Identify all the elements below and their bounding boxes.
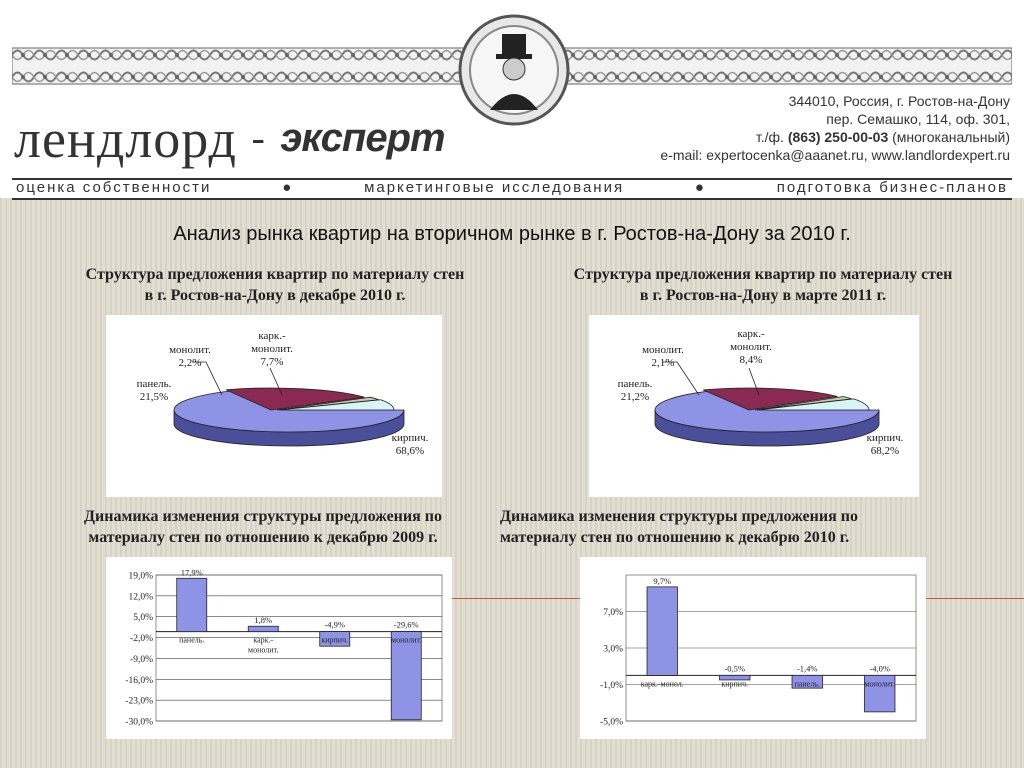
pie-label-name: кирпич. xyxy=(866,432,904,444)
pie1-panel xyxy=(106,315,442,497)
x-category-label: монолит. xyxy=(248,645,279,655)
bar-value-label: 1,8% xyxy=(254,615,273,626)
pie-label-name: карк.- xyxy=(258,330,286,342)
pie-label-name: монолит. xyxy=(730,341,772,353)
address-line2: пер. Семашко, 114, оф. 301, xyxy=(826,111,1010,127)
pie-label-name: монолит. xyxy=(251,343,293,355)
email-line: e-mail: expertocenka@aaanet.ru, www.landlordexpert.ru xyxy=(660,147,1010,163)
y-tick-label: -5,0% xyxy=(600,717,623,728)
phone-line: т./ф. (863) 250-00-03 (многоканальный) xyxy=(755,129,1010,145)
bar-value-label: -4,0% xyxy=(869,663,891,674)
y-tick-label: -1,0% xyxy=(600,681,623,691)
bar2-panel xyxy=(580,557,926,739)
pie2-title: Структура предложения квартир по материалу стен в г. Ростов-на-Дону в марте 2011 г. xyxy=(573,266,953,304)
pie-label-name: монолит. xyxy=(169,344,211,356)
x-category-label: кирпич. xyxy=(321,635,349,645)
pie-label-value: 7,7% xyxy=(260,356,284,368)
y-tick-label: 7,0% xyxy=(603,608,623,618)
y-tick-label: 5,0% xyxy=(133,613,153,624)
pie-label-value: 21,5% xyxy=(139,391,169,403)
pie-label-name: кирпич. xyxy=(391,432,429,444)
y-tick-label: 12,0% xyxy=(128,592,153,603)
pie-label-value: 8,4% xyxy=(739,354,763,366)
pie-label-name: панель. xyxy=(136,378,172,390)
y-tick-label: -16,0% xyxy=(125,675,153,686)
y-tick-label: 19,0% xyxy=(128,571,153,582)
pie-label-value: 21,2% xyxy=(620,391,650,403)
pie-chart-mar-2011 xyxy=(589,315,919,497)
x-category-label: кирпич. xyxy=(721,679,749,689)
bar-chart-vs-dec-2009 xyxy=(106,557,452,739)
x-category-label: панель. xyxy=(179,635,205,645)
bar xyxy=(391,632,421,720)
address-line1: 344010, Россия, г. Ростов-на-Дону xyxy=(788,93,1010,109)
tagline: оценка собственности ● маркетинговые исследования ● подготовка бизнес-планов xyxy=(12,178,1012,200)
y-tick-label: 3,0% xyxy=(603,644,623,655)
pie-label-name: панель. xyxy=(617,378,653,390)
bar-value-label: -1,4% xyxy=(796,663,818,674)
y-tick-label: -2,0% xyxy=(130,634,153,645)
pie-label-name: монолит. xyxy=(642,344,684,356)
x-category-label: монолит. xyxy=(391,635,422,645)
bar1-title: Динамика изменения структуры предложения по материалу стен по отношению к декабрю 2009 г. xyxy=(84,508,442,546)
y-tick-label: -23,0% xyxy=(125,696,153,707)
bar xyxy=(248,626,278,631)
pie-label-value: 2,1% xyxy=(651,357,675,369)
pie-label-value: 68,2% xyxy=(870,445,900,457)
pie-label-value: 2,2% xyxy=(178,357,202,369)
x-category-label: монолит. xyxy=(864,679,895,689)
bar-value-label: -4,9% xyxy=(324,619,346,630)
y-tick-label: -30,0% xyxy=(125,717,153,728)
brand-logo: лендлорд - эксперт xyxy=(14,109,445,169)
bar-value-label: 9,7% xyxy=(653,575,672,586)
bar xyxy=(177,578,207,631)
slide-title: Анализ рынка квартир на вторичном рынке в г. Ростов-на-Дону за 2010 г. xyxy=(173,223,851,245)
y-tick-label: -9,0% xyxy=(130,654,153,665)
letterhead xyxy=(0,0,1024,198)
bar-value-label: 17,9% xyxy=(180,567,203,578)
pie-label-value: 68,6% xyxy=(395,445,425,457)
pie-label-name: карк.- xyxy=(737,328,765,340)
pie2-panel xyxy=(589,315,919,497)
bar2-title: Динамика изменения структуры предложения по материалу стен по отношению к декабрю 2010 г. xyxy=(500,508,858,546)
bar-value-label: -29,6% xyxy=(393,619,419,630)
x-category-label: панель. xyxy=(794,679,820,689)
bar-chart-vs-dec-2010 xyxy=(580,557,926,739)
medallion-portrait xyxy=(458,14,570,126)
pie-chart-dec-2010 xyxy=(106,315,442,497)
bar1-panel xyxy=(106,557,452,739)
bar xyxy=(647,587,677,676)
x-category-label: карк.-монол. xyxy=(640,679,684,689)
contact-block xyxy=(660,92,1010,164)
x-category-label: карк.- xyxy=(253,635,274,645)
bar-value-label: -0,5% xyxy=(724,663,746,674)
pie1-title: Структура предложения квартир по материалу стен в г. Ростов-на-Дону в декабре 2010 г. xyxy=(85,266,465,304)
